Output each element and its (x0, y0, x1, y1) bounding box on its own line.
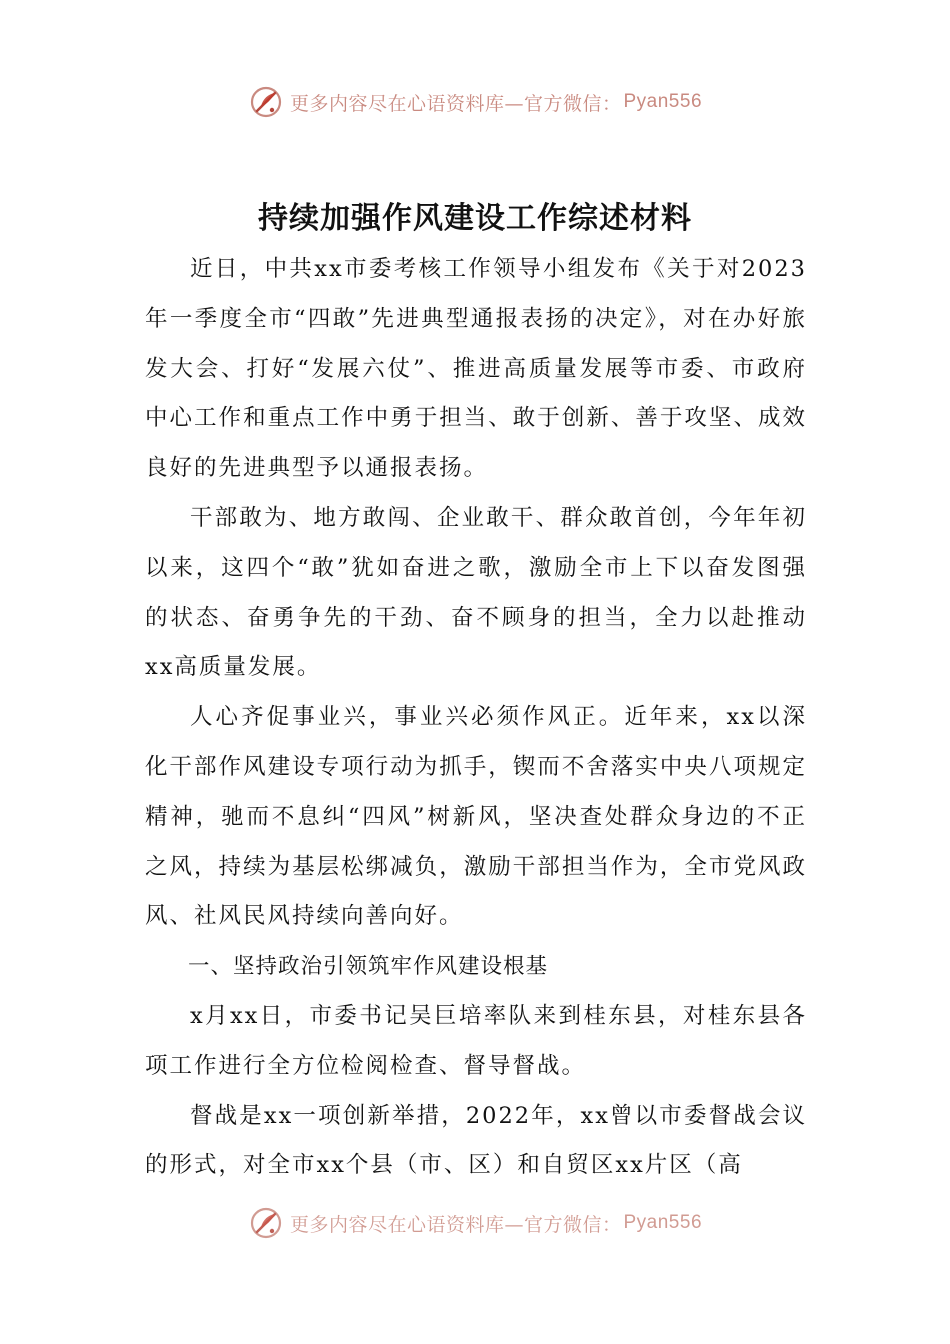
footer-watermark (0, 1203, 950, 1243)
watermark-text: 更多内容尽在心语资料库—官方微信： (289, 1213, 622, 1236)
paragraph: 督战是xx一项创新举措，2022年，xx曾以市委督战会议的形式，对全市xx个县（市、区）和自贸区xx片区（高 (145, 1102, 807, 1179)
document-body (145, 245, 807, 1191)
paragraph: 近日，中共xx市委考核工作领导小组发布《关于对2023年一季度全市“四敢”先进典型通报表扬的决定》，对在办好旅发大会、打好“发展六仗”、推进高质量发展等市委、市政府中心工作和重点工作中勇于担当、敢于创新、善于攻坚、成效良好的先进典型予以通报表扬。 (145, 256, 807, 482)
document-title: 持续加强作风建设工作综述材料 (258, 201, 692, 236)
paragraph: 人心齐促事业兴，事业兴必须作风正。近年来，xx以深化干部作风建设专项行动为抓手，锲而不舍落实中央八项规定精神，驰而不息纠“四风”树新风，坚决查处群众身边的不正之风，持续为基层松绑减负，激励干部担当作为，全市党风政风、社风民风持续向善向好。 (145, 704, 807, 930)
watermark-text: 更多内容尽在心语资料库—官方微信： (289, 92, 622, 115)
paragraph: x月xx日，市委书记吴巨培率队来到桂东县，对桂东县各项工作进行全方位检阅检查、督导督战。 (145, 1002, 807, 1079)
quill-pen-logo-icon (248, 84, 284, 120)
section-heading: 一、坚持政治引领筑牢作风建设根基 (188, 954, 549, 980)
watermark-wechat-id: Pyan556 (623, 91, 703, 112)
quill-pen-logo-icon (248, 1205, 284, 1241)
paragraph: 干部敢为、地方敢闯、企业敢干、群众敢首创，今年年初以来，这四个“敢”犹如奋进之歌，激励全市上下以奋发图强的状态、奋勇争先的干劲、奋不顾身的担当，全力以赴推动xx高质量发展。 (145, 504, 807, 681)
header-watermark (0, 82, 950, 122)
watermark-wechat-id: Pyan556 (623, 1212, 703, 1233)
